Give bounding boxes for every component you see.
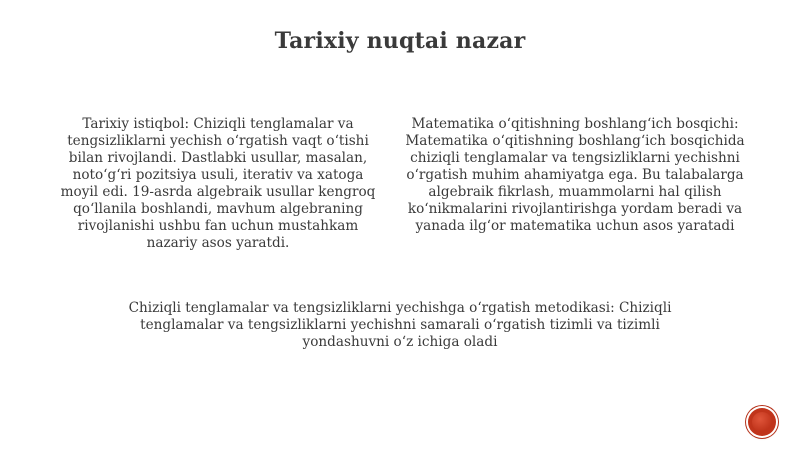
text-block-historical: Tarixiy istiqbol: Chiziqli tenglamalar va tengsizliklarni yechish o‘rgatish vaqt o‘tishi bilan rivojlandi. Dastlabki usullar, masalan, noto‘g‘ri pozitsiya usuli, iterativ va xatoga moyil edi. 19-asrda algebraik usullar kengroq qo‘llanila boshlandi, mavhum algebraning rivojlanishi ushbu fan uchun mustahkam nazariy asos yaratdi.	[60, 116, 376, 251]
next-slide-circle-icon[interactable]	[748, 408, 776, 436]
text-block-methodology: Chiziqli tenglamalar va tengsizliklarni yechishga o‘rgatish metodikasi: Chiziqli tenglamalar va tengsizliklarni yechishni samarali o‘rgatish tizimli va tizimli yondashuvni o‘z ichiga oladi	[128, 300, 672, 350]
slide-title: Tarixiy nuqtai nazar	[274, 28, 526, 54]
text-block-initial-stage: Matematika o‘qitishning boshlang‘ich bosqichi: Matematika o‘qitishning boshlang‘ich bosqichida chiziqli tenglamalar va tengsizliklarni yechishni o‘rgatish muhim ahamiyatga ega. Bu talabalarga algebraik fikrlash, muammolarni hal qilish ko‘nikmalarini rivojlantirishga yordam beradi va yanada ilg‘or matematika uchun asos yaratadi	[405, 116, 745, 234]
nav-button-face	[752, 412, 772, 432]
